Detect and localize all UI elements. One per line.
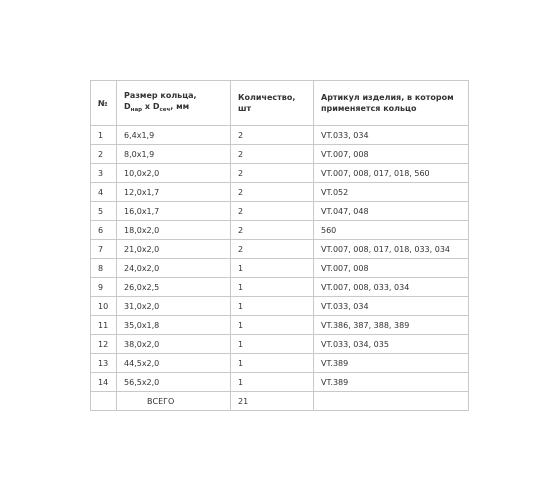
cell-quantity: 1 bbox=[231, 373, 314, 392]
cell-ring-size: 8,0x1,9 bbox=[117, 145, 231, 164]
header-ring-size-line2 bbox=[124, 102, 189, 111]
cell-quantity: 2 bbox=[231, 202, 314, 221]
cell-article: VT.007, 008, 017, 018, 033, 034 bbox=[314, 240, 469, 259]
header-size-unit: , мм bbox=[170, 102, 190, 111]
cell-ring-size: 6,4x1,9 bbox=[117, 126, 231, 145]
cell-quantity: 1 bbox=[231, 297, 314, 316]
table-row bbox=[91, 297, 469, 316]
cell-number: 1 bbox=[91, 126, 117, 145]
table-row bbox=[91, 221, 469, 240]
cell-ring-size: 16,0x1,7 bbox=[117, 202, 231, 221]
table-row bbox=[91, 278, 469, 297]
cell-number: 6 bbox=[91, 221, 117, 240]
table-row bbox=[91, 126, 469, 145]
cell-number: 10 bbox=[91, 297, 117, 316]
cell-quantity: 2 bbox=[231, 164, 314, 183]
cell-quantity: 2 bbox=[231, 183, 314, 202]
total-label: ВСЕГО bbox=[117, 392, 231, 411]
cell-article: VT.389 bbox=[314, 354, 469, 373]
cell-number: 5 bbox=[91, 202, 117, 221]
cell-number: 11 bbox=[91, 316, 117, 335]
cell-number: 8 bbox=[91, 259, 117, 278]
cell-quantity: 1 bbox=[231, 278, 314, 297]
cell-article: VT.007, 008 bbox=[314, 259, 469, 278]
cell-ring-size: 12,0x1,7 bbox=[117, 183, 231, 202]
table-row bbox=[91, 335, 469, 354]
cell-ring-size: 10,0x2,0 bbox=[117, 164, 231, 183]
table-row bbox=[91, 240, 469, 259]
cell-quantity: 2 bbox=[231, 145, 314, 164]
table-row bbox=[91, 202, 469, 221]
header-number: № bbox=[91, 81, 117, 126]
header-section-diameter-subscript: сеч bbox=[159, 107, 171, 113]
header-ring-size bbox=[117, 81, 231, 126]
cell-ring-size: 31,0x2,0 bbox=[117, 297, 231, 316]
cell-ring-size: 44,5x2,0 bbox=[117, 354, 231, 373]
cell-article: VT.007, 008, 017, 018, 560 bbox=[314, 164, 469, 183]
cell-number: 12 bbox=[91, 335, 117, 354]
table-body bbox=[91, 126, 469, 411]
table-row bbox=[91, 145, 469, 164]
cell-ring-size: 21,0x2,0 bbox=[117, 240, 231, 259]
cell-number: 4 bbox=[91, 183, 117, 202]
cell-quantity: 2 bbox=[231, 240, 314, 259]
header-outer-diameter-symbol: D bbox=[124, 102, 131, 111]
cell-number: 13 bbox=[91, 354, 117, 373]
cell-quantity: 1 bbox=[231, 354, 314, 373]
cell-article: 560 bbox=[314, 221, 469, 240]
cell-article: VT.033, 034 bbox=[314, 126, 469, 145]
cell-article: VT.007, 008 bbox=[314, 145, 469, 164]
cell-quantity: 1 bbox=[231, 316, 314, 335]
table-row bbox=[91, 259, 469, 278]
cell-article: VT.389 bbox=[314, 373, 469, 392]
cell-ring-size: 35,0x1,8 bbox=[117, 316, 231, 335]
cell-article: VT.386, 387, 388, 389 bbox=[314, 316, 469, 335]
table-row bbox=[91, 373, 469, 392]
header-outer-diameter-subscript: нар bbox=[130, 107, 143, 113]
table-row bbox=[91, 316, 469, 335]
table-header-row bbox=[91, 81, 469, 126]
table-row bbox=[91, 164, 469, 183]
header-ring-size-line1: Размер кольца, bbox=[124, 91, 197, 100]
cell-quantity: 2 bbox=[231, 126, 314, 145]
header-article: Артикул изделия, в котором применяется кольцо bbox=[314, 81, 469, 126]
cell-article: VT.007, 008, 033, 034 bbox=[314, 278, 469, 297]
cell-article: VT.047, 048 bbox=[314, 202, 469, 221]
cell-article: VT.033, 034 bbox=[314, 297, 469, 316]
header-section-diameter-symbol: D bbox=[152, 102, 160, 111]
table-row bbox=[91, 354, 469, 373]
cell-article: VT.033, 034, 035 bbox=[314, 335, 469, 354]
cell-ring-size: 38,0x2,0 bbox=[117, 335, 231, 354]
cell-number: 14 bbox=[91, 373, 117, 392]
cell-quantity: 1 bbox=[231, 259, 314, 278]
total-empty-article bbox=[314, 392, 469, 411]
o-ring-spec-table bbox=[90, 80, 469, 411]
total-empty-cell bbox=[91, 392, 117, 411]
header-quantity: Количество, шт bbox=[231, 81, 314, 126]
cell-number: 7 bbox=[91, 240, 117, 259]
table-total-row bbox=[91, 392, 469, 411]
cell-quantity: 1 bbox=[231, 335, 314, 354]
header-times-sign: x bbox=[142, 102, 153, 111]
cell-ring-size: 24,0x2,0 bbox=[117, 259, 231, 278]
cell-number: 3 bbox=[91, 164, 117, 183]
cell-number: 9 bbox=[91, 278, 117, 297]
cell-ring-size: 56,5x2,0 bbox=[117, 373, 231, 392]
cell-ring-size: 18,0x2,0 bbox=[117, 221, 231, 240]
cell-number: 2 bbox=[91, 145, 117, 164]
cell-article: VT.052 bbox=[314, 183, 469, 202]
table-row bbox=[91, 183, 469, 202]
total-quantity: 21 bbox=[231, 392, 314, 411]
cell-quantity: 2 bbox=[231, 221, 314, 240]
cell-ring-size: 26,0x2,5 bbox=[117, 278, 231, 297]
